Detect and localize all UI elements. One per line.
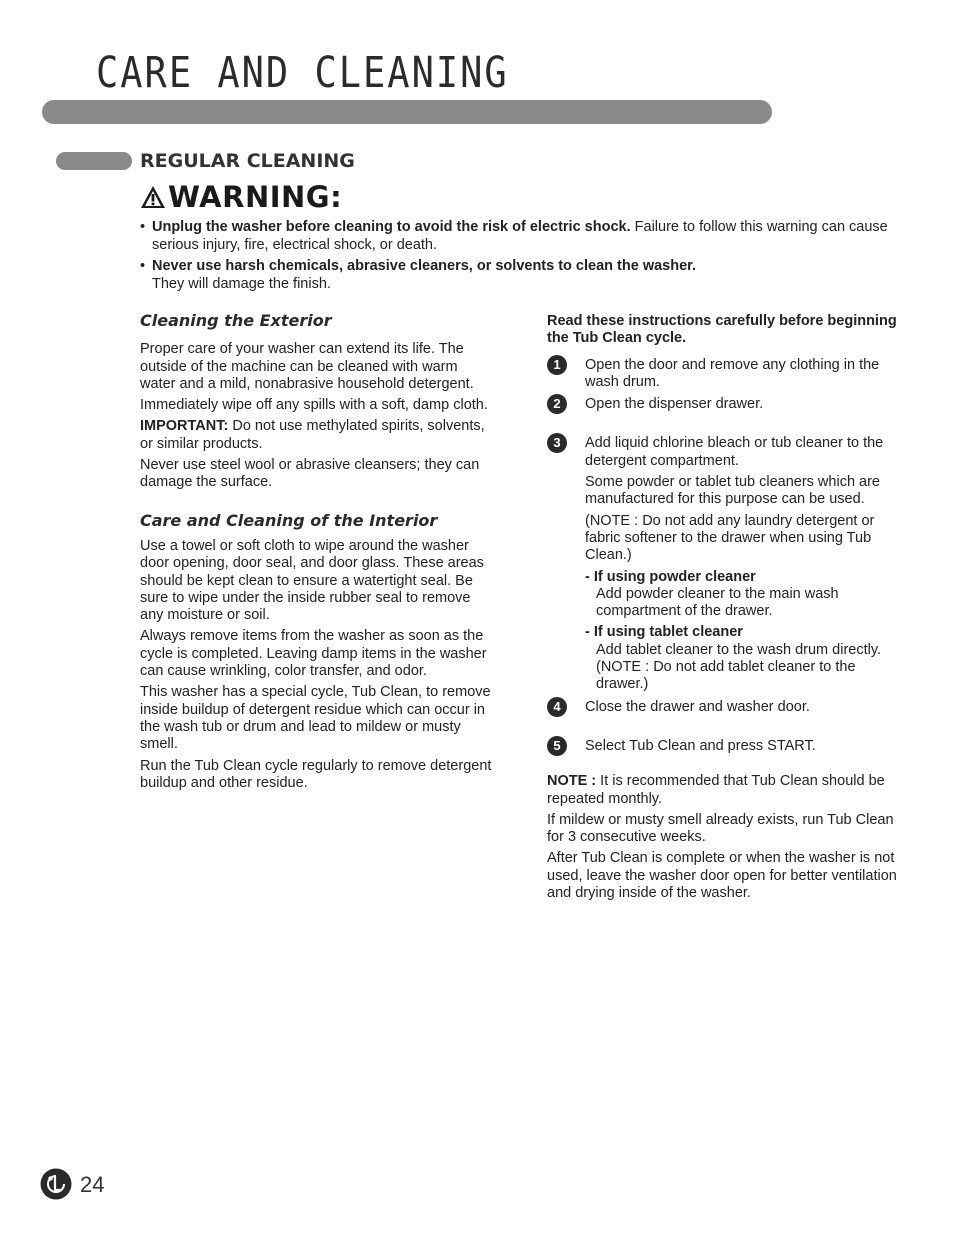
interior-paragraph: Run the Tub Clean cycle regularly to remove detergent buildup and other residue.: [140, 757, 492, 791]
tub-clean-intro: Read these instructions carefully before beginning the Tub Clean cycle.: [547, 313, 897, 347]
lg-logo-icon: [40, 1168, 72, 1205]
step-5: [547, 738, 907, 755]
tablet-option: [585, 624, 907, 693]
warning-item-text: Failure to follow this warning can cause serious injury, fire, electrical shock, or death.: [152, 219, 888, 253]
important-label: IMPORTANT:: [140, 418, 229, 435]
warning-item: [140, 219, 900, 254]
step-number-badge: 4: [547, 697, 567, 717]
step-text: Open the door and remove any clothing in the wash drum.: [585, 356, 880, 390]
exterior-paragraph: Never use steel wool or abrasive cleansers; they can damage the surface.: [140, 457, 480, 491]
tablet-option-text: Add tablet cleaner to the wash drum directly.: [596, 641, 882, 658]
title-divider-bar: [42, 100, 772, 124]
interior-paragraph: Always remove items from the washer as soon as the cycle is completed. Leaving damp items in the washer can cause wrinkling, color transfer, and odor.: [140, 628, 487, 680]
warning-item: [140, 258, 900, 293]
important-paragraph: [140, 418, 492, 453]
warning-heading: [140, 180, 342, 214]
warning-list: [140, 219, 900, 297]
step-2: [547, 396, 907, 413]
tablet-option-note: (NOTE : Do not add tablet cleaner to the drawer.): [596, 659, 856, 693]
step-text: Open the dispenser drawer.: [585, 396, 764, 413]
exterior-heading: Cleaning the Exterior: [140, 311, 332, 330]
interior-heading: Care and Cleaning of the Interior: [140, 510, 438, 530]
step-note: (NOTE : Do not add any laundry detergent or fabric softener to the drawer when using Tub Clean.): [585, 512, 875, 564]
step-number-badge: 2: [547, 394, 567, 414]
section-heading: REGULAR CLEANING: [140, 150, 355, 172]
step-1: [547, 357, 907, 392]
tablet-option-label: - If using tablet cleaner: [585, 624, 743, 641]
powder-option-text: Add powder cleaner to the main wash compartment of the drawer.: [596, 585, 839, 620]
exterior-paragraph: Proper care of your washer can extend its life. The outside of the machine can be cleaned with warm water and a mild, nonabrasive household detergent.: [140, 341, 474, 392]
step-text: Select Tub Clean and press START.: [585, 737, 816, 754]
mildew-paragraph: If mildew or musty smell already exists, run Tub Clean for 3 consecutive weeks.: [547, 811, 894, 846]
warning-item-bold: Unplug the washer before cleaning to avoid the risk of electric shock.: [152, 219, 631, 235]
step-3: [547, 435, 907, 693]
note-text: It is recommended that Tub Clean should be repeated monthly.: [547, 773, 885, 807]
interior-paragraph: This washer has a special cycle, Tub Clean, to remove inside buildup of detergent residue which can occur in the wash tub or drum and lead to mildew or musty smell.: [140, 684, 491, 753]
powder-option: [585, 569, 907, 621]
bullet-icon: •: [140, 258, 146, 274]
step-paragraph: Some powder or tablet tub cleaners which are manufactured for this purpose can be used.: [585, 474, 880, 508]
note-paragraph: [547, 773, 907, 808]
interior-paragraph: Use a towel or soft cloth to wipe around the washer door opening, door seal, and door glass. These areas should be kept clean to ensure a watertight seal. Be sure to wipe under the inside rubber seal to remove any moisture or soil.: [140, 537, 484, 624]
step-number-badge: 3: [547, 433, 567, 453]
step-text: Add liquid chlorine bleach or tub cleaner to the detergent compartment.: [585, 435, 884, 469]
section-marker-pill: [56, 152, 132, 170]
warning-title: WARNING:: [168, 180, 343, 214]
step-4: [547, 699, 907, 716]
exterior-paragraph: Immediately wipe off any spills with a soft, damp cloth.: [140, 397, 488, 414]
step-text: Close the drawer and washer door.: [585, 698, 810, 715]
note-label: NOTE :: [547, 773, 597, 790]
page-number: 24: [80, 1172, 105, 1197]
step-number-badge: 5: [547, 736, 567, 756]
page-title: CARE AND CLEANING: [96, 48, 509, 98]
warning-item-bold: Never use harsh chemicals, abrasive cleaners, or solvents to clean the washer.: [152, 258, 697, 274]
after-tub-clean-paragraph: After Tub Clean is complete or when the washer is not used, leave the washer door open for better ventilation and drying inside of the washer.: [547, 850, 897, 902]
warning-triangle-icon: [140, 185, 166, 209]
powder-option-label: - If using powder cleaner: [585, 568, 756, 585]
right-column: [547, 313, 907, 906]
warning-item-text: They will damage the finish.: [152, 275, 331, 292]
important-text: Do not use methylated spirits, solvents, or similar products.: [140, 418, 485, 452]
bullet-icon: •: [140, 219, 146, 235]
left-column: [140, 312, 492, 796]
step-number-badge: 1: [547, 355, 567, 375]
